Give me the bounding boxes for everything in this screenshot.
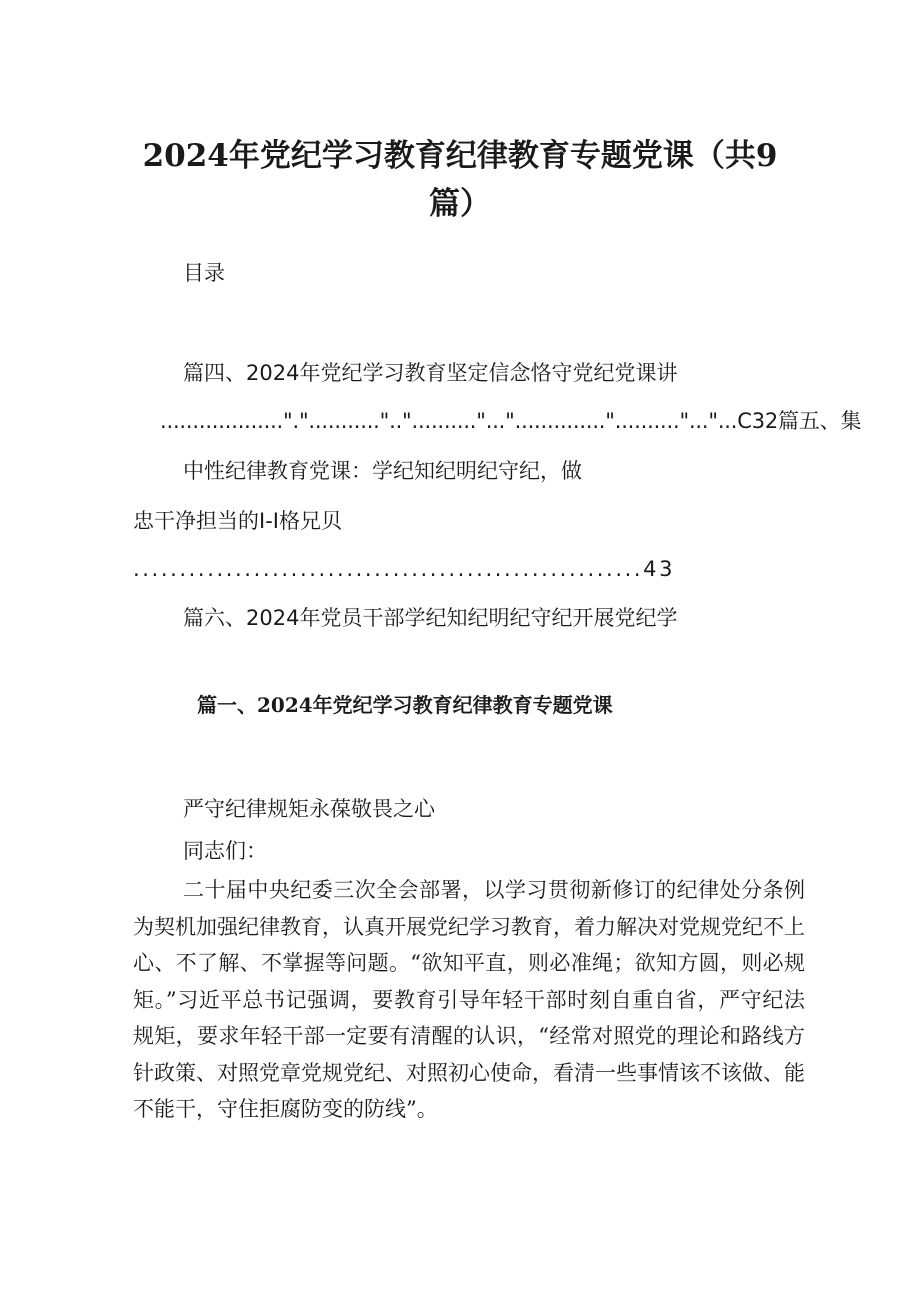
toc-entry-5-leader: .......................................................43 (133, 557, 676, 581)
document-title: 2024年党纪学习教育纪律教育专题党课（共9篇） (142, 138, 778, 222)
section-subtitle: 严守纪律规矩永葆敬畏之心 (183, 797, 435, 821)
toc-entry-4-leader: ..................."."..........."..".........."..."..............".........."..."...C32篇五、集 (160, 409, 862, 433)
body-paragraph: 二十届中央纪委三次全会部署，以学习贯彻新修订的纪律处分条例为契机加强纪律教育，认真开展党纪学习教育，着力解决对党规党纪不上心、不了解、不掌握等问题。“欲知平直，则必准绳；欲知方圆，则必规矩。”习近平总书记强调，要教育引导年轻干部时刻自重自省，严守纪法规矩，要求年轻干部一定要有清醒的认识，“经常对照党的理论和路线方针政策、对照党章党规党纪、对照初心使命，看清一些事情该不该做、能不能干，守住拒腐防变的防线”。 (133, 878, 805, 1121)
toc-entry-5-line2: 忠干净担当的I-I格兄贝 (133, 509, 342, 533)
section-heading: 篇一、2024年党纪学习教育纪律教育专题党课 (197, 693, 613, 717)
toc-entry-4: 篇四、2024年党纪学习教育坚定信念恪守党纪党课讲 (183, 361, 678, 385)
toc-label: 目录 (183, 261, 225, 285)
toc-entry-5-line1: 中性纪律教育党课：学纪知纪明纪守纪，做 (183, 459, 582, 483)
toc-entry-6: 篇六、2024年党员干部学纪知纪明纪守纪开展党纪学 (183, 606, 678, 630)
salutation: 同志们： (183, 839, 267, 863)
